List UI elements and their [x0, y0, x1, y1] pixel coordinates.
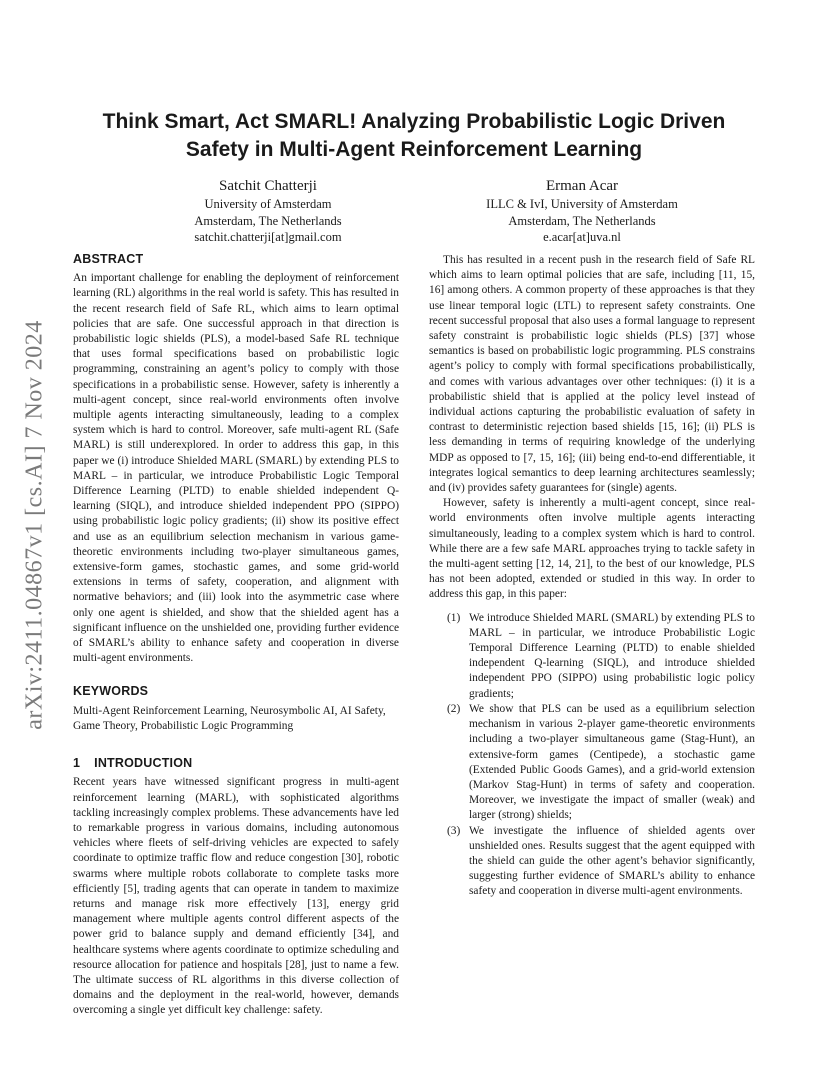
list-marker: (1) — [447, 611, 461, 624]
author-name: Erman Acar — [545, 178, 619, 194]
section-number: 1 — [73, 756, 81, 771]
author-block-2 — [432, 176, 732, 246]
paper-title: Think Smart, Act SMARL! Analyzing Probabilistic Logic Driven Safety in Multi-Agent Reinforcement Learning — [102, 110, 726, 161]
author-affiliation: University of Amsterdam — [204, 197, 332, 211]
arxiv-identifier: arXiv:2411.04867v1 [cs.AI] 7 Nov 2024 — [21, 320, 48, 730]
list-item-text: We investigate the influence of shielded agents over unshielded ones. Results suggest that the agent equipped with the shield can guide the other agent’s behavior significantly, suggesting further evidence of SMARL’s ability to enhance safety and cooperation in diverse multi-agent environments. — [469, 824, 755, 898]
right-column — [429, 253, 755, 900]
section-title: INTRODUCTION — [94, 756, 193, 771]
abstract-text: An important challenge for enabling the deployment of reinforcement learning (RL) algorithms in the real world is safety. This has resulted in the recent research field of Safe RL, which aims to learn optimal policies that are safe. One successful approach in that direction is probabilistic logic shields (PLS), a model-based Safe RL technique that uses formal specifications based on probabilistic logic programming, constraining an agent’s policy to comply with those specifications in a probabilistic sense. However, safety is inherently a multi-agent concept, since real-world environments often involve multiple agents interacting simultaneously, leading to a complex system which is hard to control. Moreover, safe multi-agent RL (Safe MARL) is still underexplored. In order to address this gap, in this paper we (i) introduce Shielded MARL (SMARL) by extending PLS to MARL – in particular, we introduce Probabilistic Logic Temporal Difference Learning (PLTD) to enable shielded independent Q-learning (SIQL), and introduce shielded independent PPO (SIPPO) using probabilistic logic policy gradients; (ii) show its positive effect and use as an equilibrium selection mechanism in various game-theoretic environments including two-player simultaneous games, extensive-form games, stochastic games, and some grid-world extensions in terms of safety, cooperation, and alignment with normative behaviors; and (iii) look into the asymmetric case where only one agent is shielded, and show that the shielded agent has a significant influence on the unshielded one, providing further evidence of SMARL’s ability to enhance safety and cooperation in diverse multi-agent environments. — [73, 272, 399, 665]
list-item-text: We show that PLS can be used as a equilibrium selection mechanism in various 2-player game-theoretic environments including a two-player simultaneous game (Stag-Hunt), an extensive-form games (Centipede), a stochastic game (Extended Public Goods Games), and a grid-world extension (Markov Stag-Hunt) in terms of safety and cooperation. Moreover, we investigate the impact of smaller (weak) and larger (strong) shields; — [469, 702, 755, 822]
author-location: Amsterdam, The Netherlands — [508, 213, 656, 228]
list-item — [429, 824, 755, 900]
author-location: Amsterdam, The Netherlands — [194, 213, 342, 228]
introduction-paragraph-3: However, safety is inherently a multi-agent concept, since real-world environments often involve multiple agents interacting simultaneously, leading to a complex system which is hard to control. While there are a few safe MARL approaches trying to tackle safety in the multi-agent setting [12, 14, 21], to the best of our knowledge, PLS has not been adopted, extended or studied in this way. In order to address this gap, in this paper: — [429, 497, 755, 601]
abstract-heading: ABSTRACT — [73, 252, 144, 266]
introduction-paragraph-2: This has resulted in a recent push in the research field of Safe RL which aims to learn optimal policies that are safe, including [11, 15, 16] among others. A common property of these approaches is that they use linear temporal logic (LTL) to represent safety constraints. One recent successful proposal that also uses a formal language to represent safety constraint is probabilistic logic shields (PLS) [37] whose semantics is based on probabilistic logic programming. PLS constrains agent’s policy to comply with formal specifications probabilistically, and comes with various advantages over other techniques: (i) it is a probabilistic shield that is applied at the policy level instead of individual actions capturing the probabilistic evaluation of safety in contrast to deterministic rejection based shields [15, 16]; (ii) PLS is less demanding in terms of requiring knowledge of the underlying MDP as opposed to [7, 15, 16]; (iii) being end-to-end differentiable, it integrates logical semantics to deep learning architectures seamlessly; and (iv) provides safety guarantees for (single) agents. — [429, 254, 755, 495]
left-column — [73, 252, 399, 1019]
list-item — [429, 702, 755, 824]
arxiv-sidebar-stamp — [22, 290, 48, 760]
author-email: e.acar[at]uva.nl — [543, 230, 621, 244]
author-block-1 — [118, 176, 418, 246]
introduction-paragraph-1: Recent years have witnessed significant progress in multi-agent reinforcement learning (MARL), with sophisticated algorithms tackling increasingly complex problems. These advancements have led to remarkable progress in various domains, including autonomous vehicles where fleets of self-driving vehicles are expected to safely coordinate to optimize traffic flow and reduce congestion [30], robotic swarms where multiple robots collaborate to complete tasks more efficiently [5], trading agents that can operate in tandem to maximize returns and manage risk more effectively [13], energy grid management where multiple agents control different aspects of the power grid to balance supply and demand efficiently [34], and healthcare systems where agents coordinate to optimize scheduling and resource allocation for patience and hospitals [28], just to name a few. The ultimate success of RL algorithms in this diverse collection of domains and the deployment in the real-world, however, demands overcoming a single yet difficult key challenge: safety. — [73, 776, 399, 1017]
author-email: satchit.chatterji[at]gmail.com — [194, 230, 342, 244]
list-item — [429, 611, 755, 702]
author-affiliation: ILLC & IvI, University of Amsterdam — [486, 197, 678, 211]
introduction-heading — [73, 756, 399, 771]
list-marker: (3) — [447, 824, 461, 837]
list-marker: (2) — [447, 702, 461, 715]
contributions-list — [429, 611, 755, 900]
list-item-text: We introduce Shielded MARL (SMARL) by extending PLS to MARL – in particular, we introduce Probabilistic Logic Temporal Difference Learning (PLTD) to enable shielded independent Q-learning (SIQL), and introduce shielded independent PPO (SIPPO) using probabilistic logic policy gradients; — [469, 611, 755, 700]
keywords-heading: KEYWORDS — [73, 684, 149, 699]
author-name: Satchit Chatterji — [219, 178, 317, 194]
keywords-text: Multi-Agent Reinforcement Learning, Neurosymbolic AI, AI Safety, Game Theory, Probabilistic Logic Programming — [73, 704, 386, 732]
